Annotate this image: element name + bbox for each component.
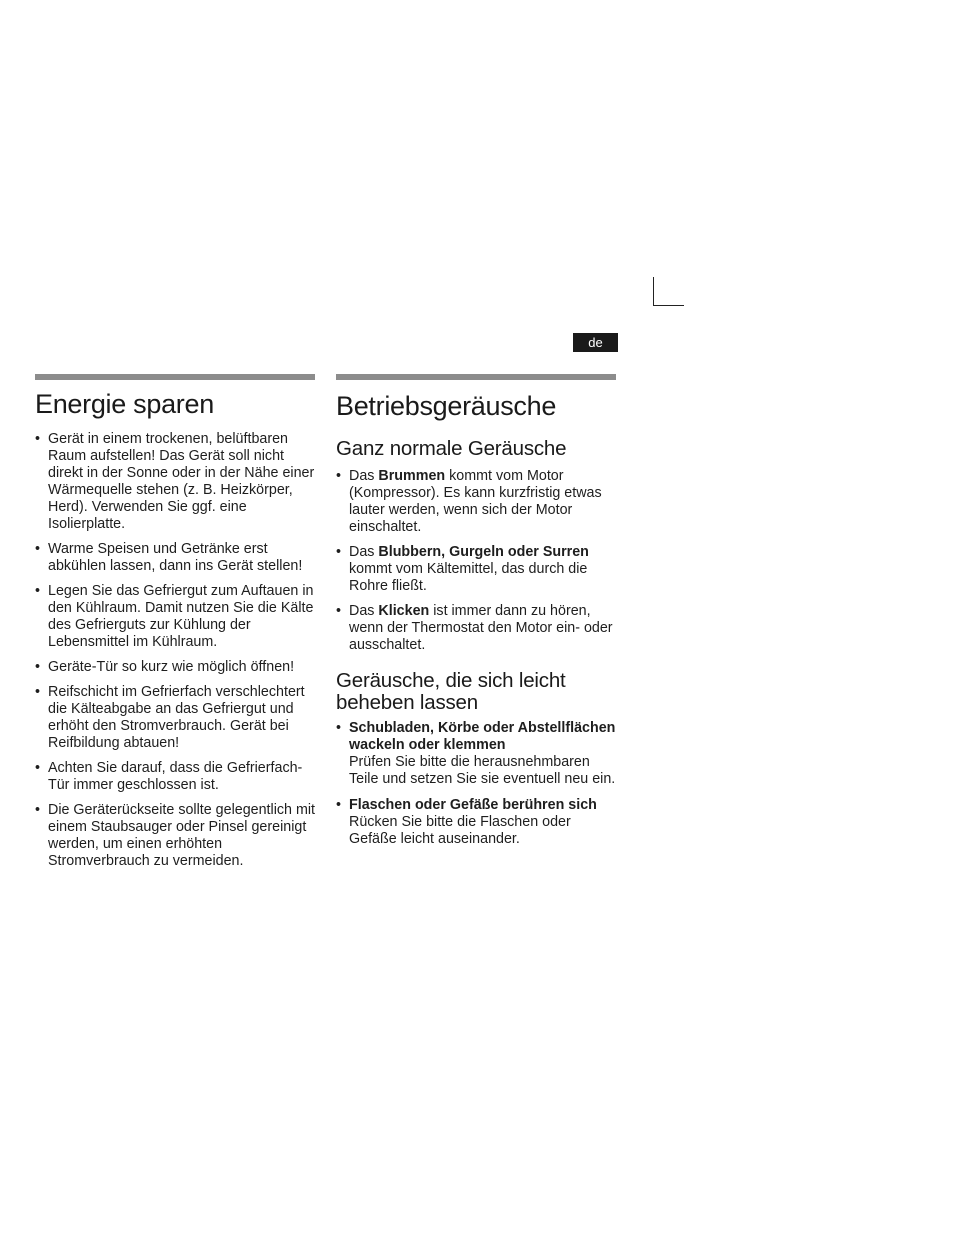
list-item: • Gerät in einem trockenen, belüftbaren Raum aufstellen! Das Gerät soll nicht direkt in der Sonne oder in der Nähe einer Wärmequelle stehen (z. B. Heizkörper, Herd). Verwenden Sie ggf. eine Isolierplatte. [35, 431, 315, 533]
item-text: ist immer dann zu hören, wenn der Thermostat den Motor ein- oder ausschaltet. [349, 603, 613, 653]
crop-mark-vertical [653, 277, 654, 306]
item-keyword: • Schubladen, Körbe oder Abstellflächen wackeln oder klemmen [349, 720, 616, 753]
item-keyword: Klicken [378, 603, 430, 619]
energy-saving-section [35, 374, 315, 870]
list-item [336, 603, 616, 654]
item-keyword: Blubbern, Gurgeln oder Surren [378, 544, 589, 560]
energy-saving-title: Energie sparen [35, 389, 214, 419]
list-item [336, 797, 616, 848]
list-item: • Reifschicht im Gefrierfach verschlechtert die Kälteabgabe an das Gefriergut und erhöht den Stromverbrauch. Gerät bei Reifbildung abtauen! [35, 684, 315, 752]
item-text: Prüfen Sie bitte die herausnehmbaren Teile und setzen Sie sie eventuell neu ein. [349, 754, 616, 787]
item-prefix: Das [349, 468, 379, 484]
list-item: • Warme Speisen und Getränke erst abkühlen lassen, dann ins Gerät stellen! [35, 541, 315, 575]
list-item [336, 468, 616, 536]
operating-noises-section [336, 374, 616, 848]
normal-noises-heading: Ganz normale Geräusche [336, 437, 567, 460]
energy-saving-list [35, 431, 315, 870]
item-keyword: Brummen [378, 468, 446, 484]
crop-mark-horizontal [653, 305, 684, 306]
fixable-noises-list [336, 720, 616, 848]
language-tab: de [573, 333, 618, 352]
list-item [336, 544, 616, 595]
list-item [336, 720, 616, 788]
list-item: • Legen Sie das Gefriergut zum Auftauen in den Kühlraum. Damit nutzen Sie die Kälte des Gefrierguts zur Kühlung der Lebensmittel im Kühlraum. [35, 583, 315, 651]
item-text: kommt vom Motor (Kompressor). Es kann kurzfristig etwas lauter werden, wenn sich der Motor einschaltet. [349, 468, 602, 535]
list-item: • Geräte-Tür so kurz wie möglich öffnen! [35, 659, 315, 676]
section-rule [336, 374, 616, 380]
list-item: • Achten Sie darauf, dass die Gefrierfach-Tür immer geschlossen ist. [35, 760, 315, 794]
list-item: • Die Geräterückseite sollte gelegentlich mit einem Staubsauger oder Pinsel gereinigt werden, um einen erhöhten Stromverbrauch zu vermeiden. [35, 802, 315, 870]
fixable-noises-heading: Geräusche, die sich leicht beheben lassen [336, 669, 566, 714]
item-text: Rücken Sie bitte die Flaschen oder Gefäße leicht auseinander. [349, 814, 571, 847]
item-prefix: Das [349, 544, 379, 560]
normal-noises-list [336, 468, 616, 654]
section-rule [35, 374, 315, 380]
item-text: kommt vom Kältemittel, das durch die Rohre fließt. [349, 561, 588, 594]
item-prefix: Das [349, 603, 379, 619]
operating-noises-title: Betriebsgeräusche [336, 391, 557, 421]
item-keyword: • Flaschen oder Gefäße berühren sich [349, 797, 597, 813]
